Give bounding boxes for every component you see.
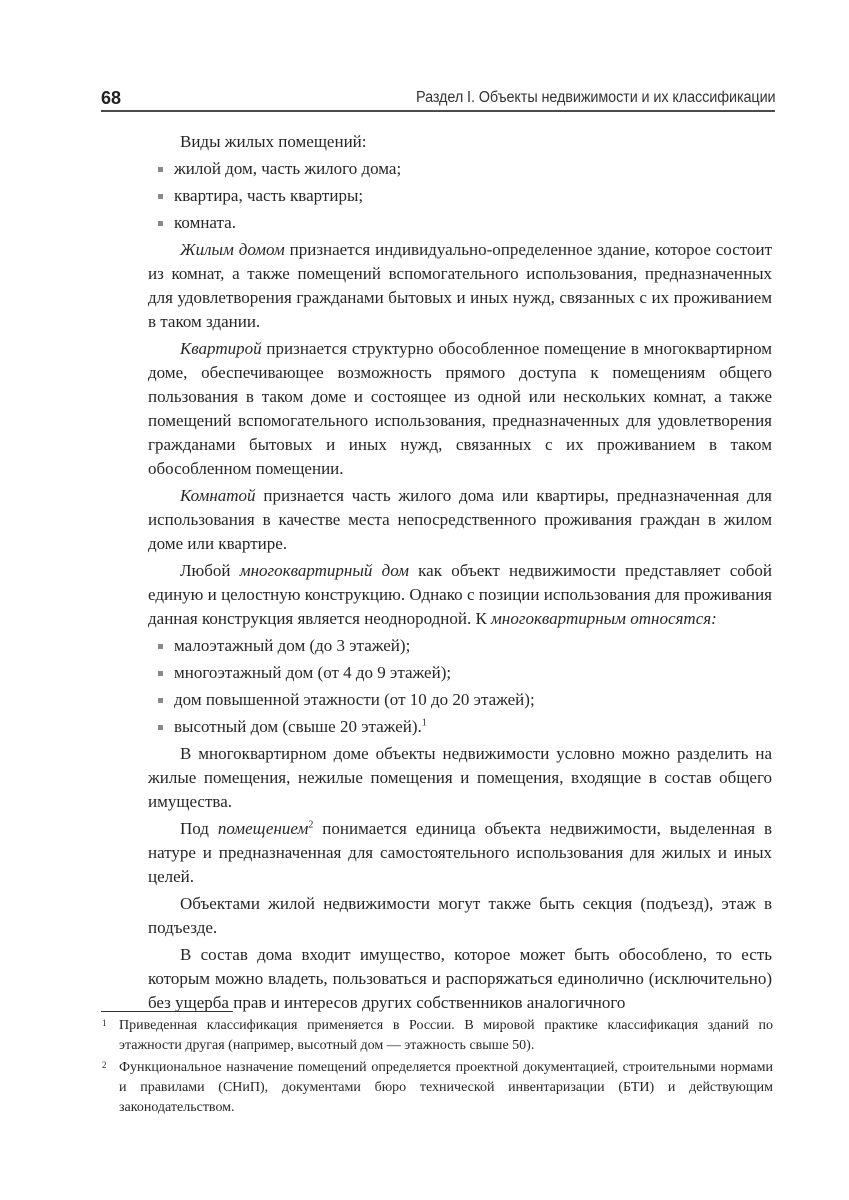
list-item: дом повышенной этажности (от 10 до 20 этажей); [148, 688, 772, 712]
footnote-mark: 2 [102, 1060, 107, 1070]
list-intro: Виды жилых помещений: [180, 132, 367, 151]
bullet-icon [158, 194, 163, 199]
bullet-icon [158, 698, 163, 703]
footnote-2: 2 Функциональное назначение помещений определяется проектной документацией, строительными нормами и правилами (СНиП), документами бюро технической инвентаризации (БТИ) и действующим законодательством. [101, 1058, 773, 1118]
page-header [101, 86, 775, 112]
running-title: Раздел I. Объекты недвижимости и их классификации [415, 89, 775, 106]
paragraph-apartment: Квартирой признается структурно обособленное помещение в многоквартирном доме, обеспечивающее возможность прямого доступа к помещениям общего пользования в таком доме и состоящее из одной или нескольких комнат, а также помещений вспомогательного использования, предназначенных для удовлетворения гражданами бытовых и иных нужд, связанных с их проживанием в таком обособленном помещении. [148, 339, 772, 478]
paragraph-premises: Под помещением$^2$ понимается единица объекта недвижимости, выделенная в натуре и предназначенная для самостоятельного использования для жилых и иных целей. [148, 819, 773, 886]
bullet-icon [158, 221, 163, 226]
paragraph-multiapartment: Любой многоквартирный дом как объект недвижимости представляет собой единую и целостную конструкцию. Однако с позиции использования для проживания данная конструкция является неоднородной. К многоквартирным относятся: [148, 561, 772, 628]
footnote-1: 1 Приведенная классификация применяется в России. В мировой практике классификация зданий по этажности другая (например, высотный дом — этажность свыше 50). [101, 1016, 773, 1056]
footnotes [101, 1016, 773, 1120]
term-multiapartment: многоквартирный дом [239, 561, 409, 580]
paragraph-house: Жилым домом признается индивидуально-определенное здание, которое состоит из комнат, а также помещений вспомогательного использования, предназначенных для удовлетворения гражданами бытовых и иных нужд, связанных с их проживанием в таком здании. [148, 240, 772, 331]
footnote-ref-1[interactable]: 1 [421, 717, 427, 729]
bullet-icon [158, 671, 163, 676]
footnote-mark: 1 [102, 1018, 107, 1028]
term-apartment: Квартирой [180, 339, 262, 358]
list-item: комната. [148, 211, 772, 235]
term-room: Комнатой [180, 486, 256, 505]
paragraph-property: В состав дома входит имущество, которое может быть обособлено, то есть которым можно владеть, пользоваться и распоряжаться единолично (исключительно) без ущерба прав и интересов других собственников аналогичного [148, 945, 772, 1012]
page-number: 68 [101, 88, 122, 108]
footnote-divider [101, 1011, 233, 1012]
term-house: Жилым домом [180, 240, 285, 259]
list-item: квартира, часть квартиры; [148, 184, 772, 208]
bullet-icon [158, 725, 163, 730]
list-item: многоэтажный дом (от 4 до 9 этажей); [148, 661, 772, 685]
paragraph-division: В многоквартирном доме объекты недвижимости условно можно разделить на жилые помещения, нежилые помещения и помещения, входящие в состав общего имущества. [148, 744, 772, 811]
building-types-list [148, 634, 772, 739]
list-item: жилой дом, часть жилого дома; [148, 157, 772, 181]
bullet-icon [158, 644, 163, 649]
term-premises: помещением [217, 819, 309, 838]
bullet-icon [158, 167, 163, 172]
paragraph-room: Комнатой признается часть жилого дома или квартиры, предназначенная для использования в качестве места непосредственного проживания граждан в жилом доме или квартире. [148, 486, 772, 553]
list-item: высотный дом (свыше 20 этажей).$^1$ [148, 715, 772, 739]
term-multiapartment-2: многоквартирным относятся: [491, 609, 717, 628]
list-item: малоэтажный дом (до 3 этажей); [148, 634, 772, 658]
dwelling-types-list [148, 157, 772, 235]
footnote-ref-2[interactable]: 2 [308, 819, 314, 831]
body-text [148, 130, 772, 1018]
paragraph-section: Объектами жилой недвижимости могут также быть секция (подъезд), этаж в подъезде. [148, 894, 772, 937]
